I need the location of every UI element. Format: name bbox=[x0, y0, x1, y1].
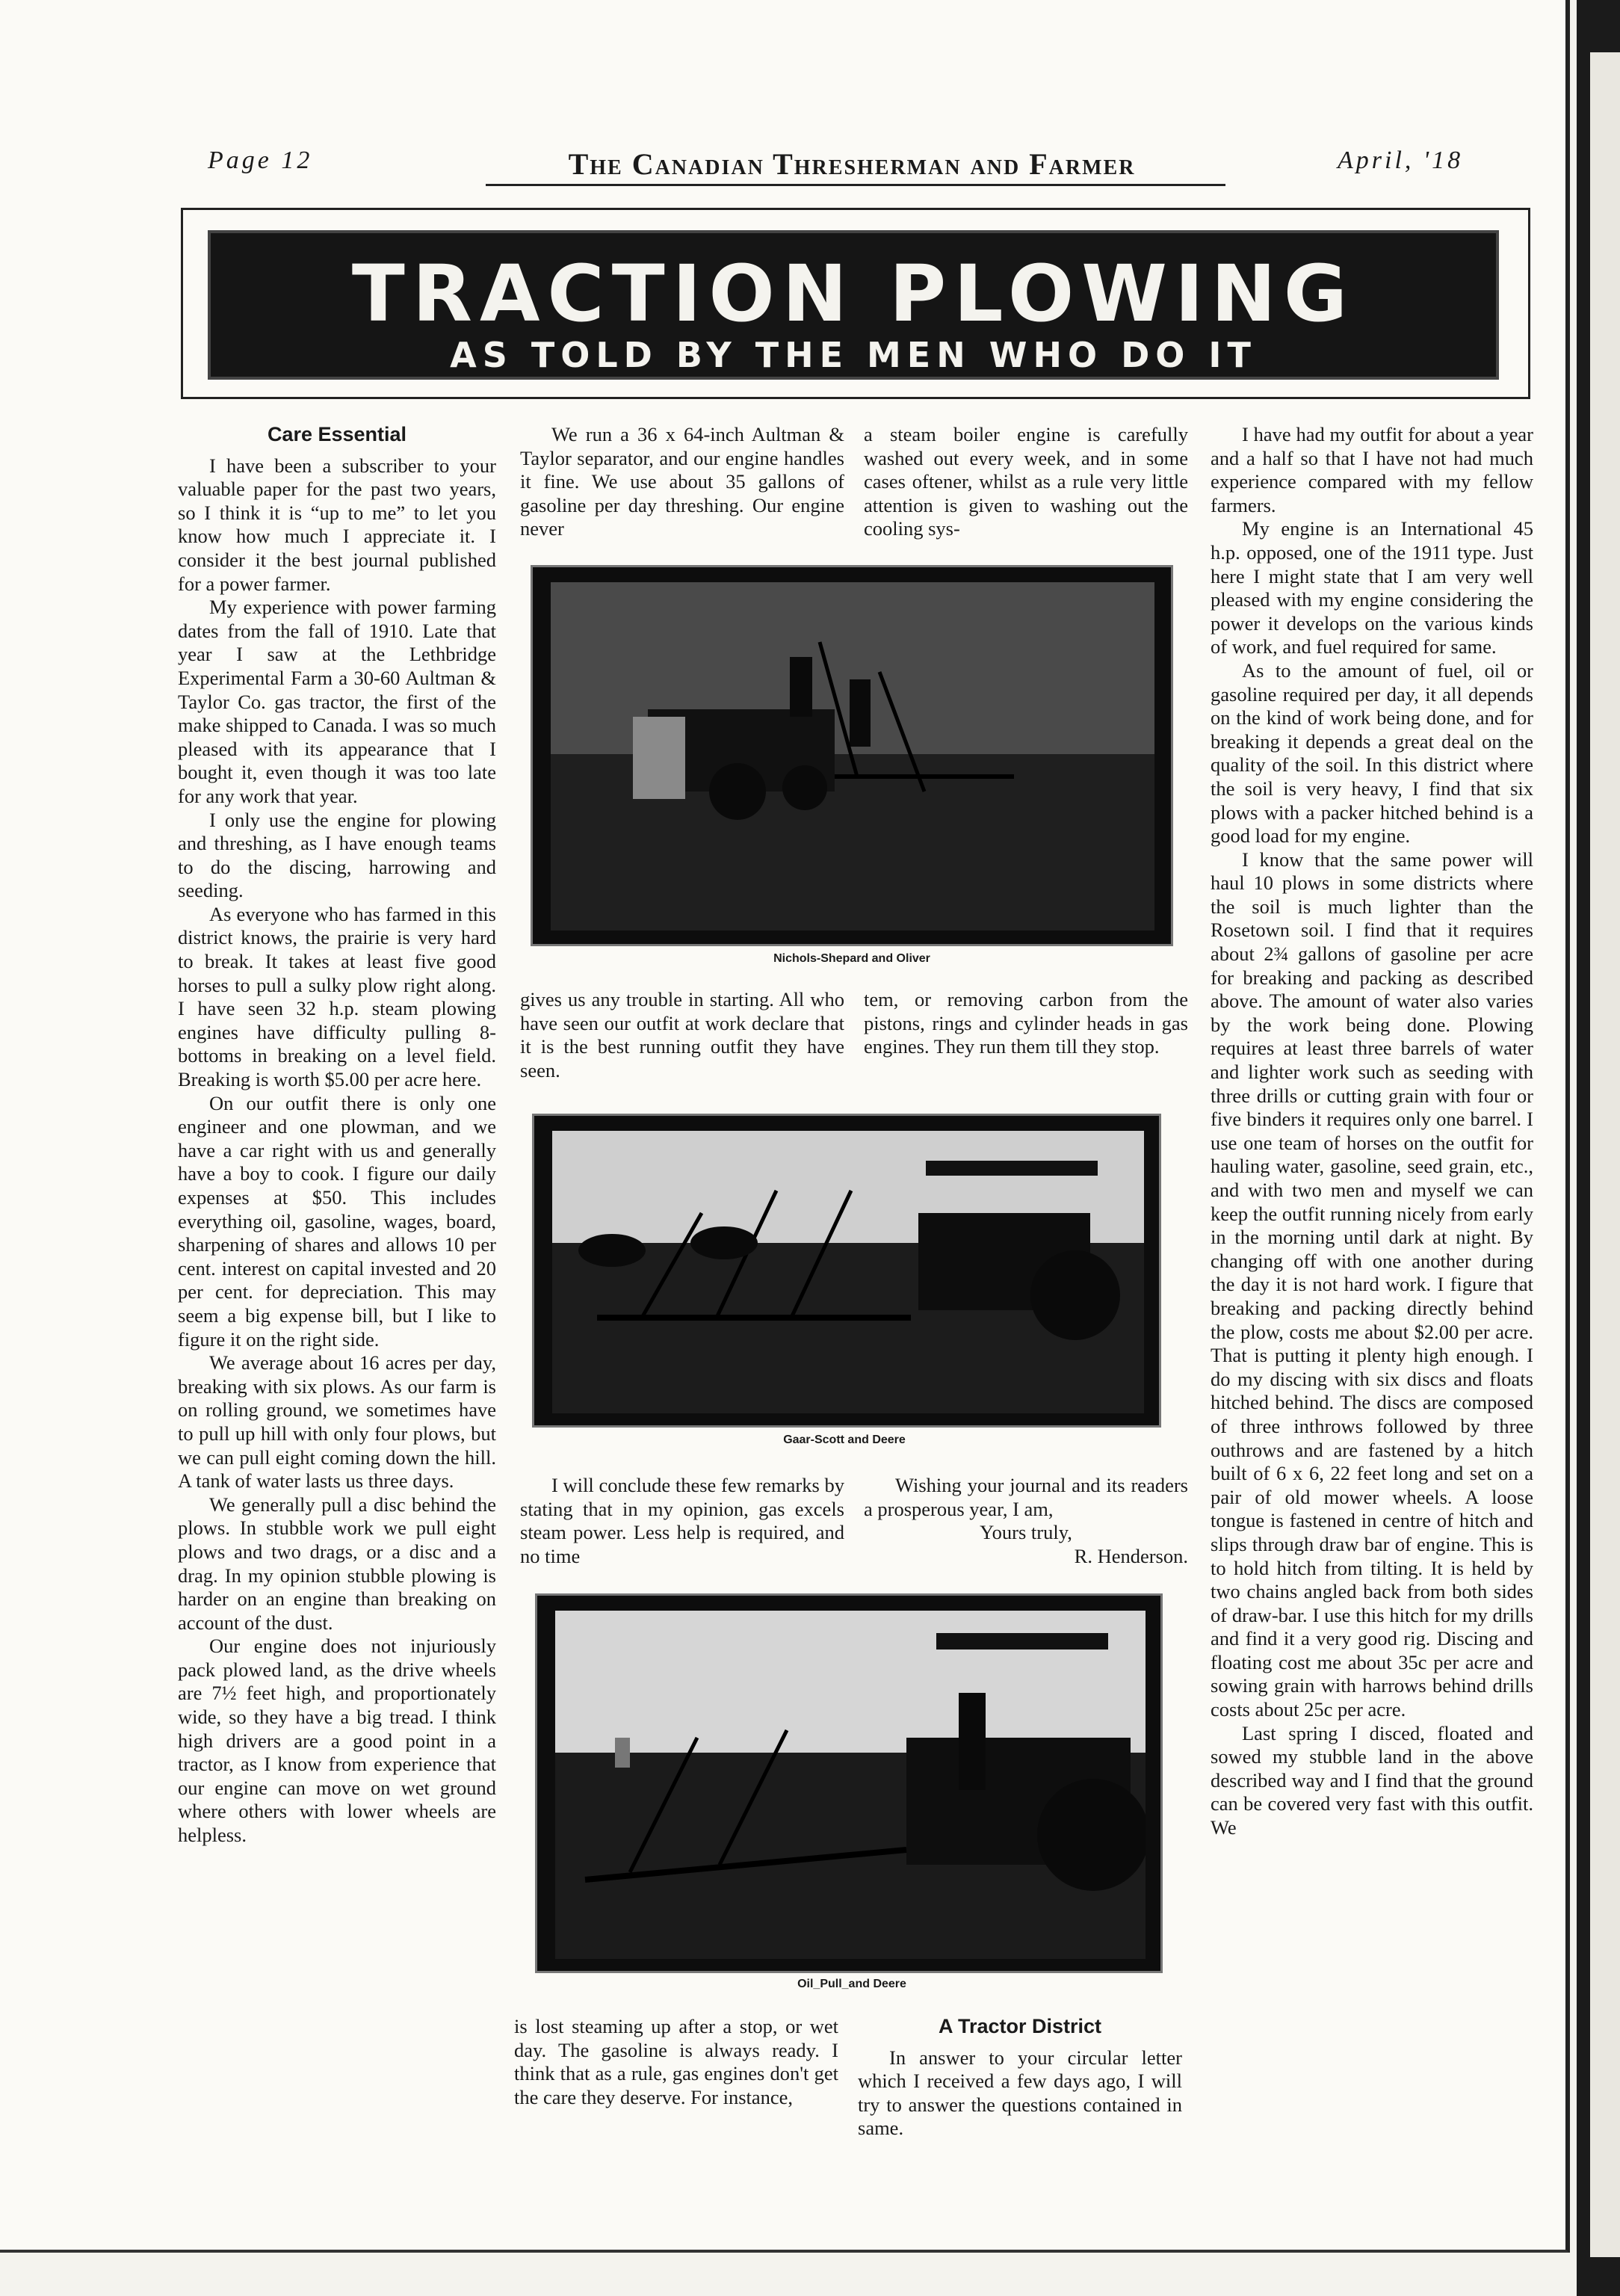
sign-off: Yours truly, bbox=[980, 1521, 1072, 1544]
photo-caption: Nichols-Shepard and Oliver bbox=[773, 952, 930, 965]
column-2-bottom bbox=[514, 2015, 838, 2109]
publication-title: The Canadian Thresherman and Farmer bbox=[568, 147, 1136, 181]
tractor-photo-illustration bbox=[552, 1131, 1144, 1413]
photo-oil-pull-deere bbox=[535, 1593, 1163, 1973]
paragraph: I have been a subscriber to your valuable paper for the past two years, so I think it is “up to me” to let you know how much I appreciate it. I consider it the best journal published for a power farmer. bbox=[178, 454, 496, 595]
column-3-middle bbox=[864, 988, 1188, 1059]
tractor-photo-illustration bbox=[551, 582, 1154, 931]
paragraph: We run a 36 x 64-inch Aultman & Taylor separator, and our engine handles it fine. We use about 35 gallons of gasoline per day threshing. Our engine never bbox=[520, 423, 844, 540]
paragraph: a steam boiler engine is carefully washed out every week, and in some cases oftener, whilst as a rule very little attention is given to washing out the cooling sys- bbox=[864, 423, 1188, 540]
paragraph: As everyone who has farmed in this district knows, the prairie is very hard to break. It takes at least five good horses to pull a sulky plow right along. I have seen 32 h.p. steam plowing engines have difficulty pulling 8-bottoms in breaking on a level field. Breaking is worth $5.00 per acre here. bbox=[178, 902, 496, 1091]
paragraph: gives us any trouble in starting. All who have seen our outfit at work declare that it is the best running outfit they have seen. bbox=[520, 988, 844, 1081]
paragraph: In answer to your circular letter which I received a few days ago, I will try to answer the questions contained in same. bbox=[858, 2046, 1182, 2140]
photo-caption: Oil_Pull_and Deere bbox=[797, 1978, 906, 1990]
header-rule bbox=[486, 184, 1225, 186]
paragraph: Last spring I disced, floated and sowed my stubble land in the above described way and I find that the ground can be covered very fast with this outfit. We bbox=[1211, 1721, 1533, 1839]
photo-gaar-scott-deere bbox=[532, 1114, 1161, 1428]
column-3-bottom bbox=[858, 2015, 1182, 2141]
paragraph: We average about 16 acres per day, breaking with six plows. As our farm is on rolling ground, we sometimes have to pull up hill with only four plows, but we can pull eight coming down the hill. A tank of water lasts us three days. bbox=[178, 1351, 496, 1493]
paragraph: My engine is an International 45 h.p. opposed, one of the 1911 type. Just here I might state that I am very well pleased with my engine considering the power it develops on the various kinds of work, and fuel required for same. bbox=[1211, 517, 1533, 658]
issue-date: April, '18 bbox=[1338, 146, 1464, 174]
column-3-top bbox=[864, 423, 1188, 541]
column-3-lower bbox=[864, 1474, 1188, 1568]
banner-subtitle: AS TOLD BY THE MEN WHO DO IT bbox=[450, 335, 1257, 375]
column-2-middle bbox=[520, 988, 844, 1082]
column-4 bbox=[1211, 423, 1533, 1840]
article-banner bbox=[208, 230, 1499, 380]
column-2-lower bbox=[520, 1474, 844, 1568]
signature: R. Henderson. bbox=[1074, 1544, 1188, 1567]
photo-nichols-shepard-oliver bbox=[531, 565, 1173, 946]
paragraph: My experience with power farming dates from the fall of 1910. Late that year I saw at the Lethbridge Experimental Farm a 30-60 Aultman & Taylor Co. gas tractor, the first of the make shipped to Canada. I was so much pleased with its appearance that I bought it, even though it was too late for any work that year. bbox=[178, 596, 496, 807]
paragraph: I know that the same power will haul 10 plows in some districts where the soil is much lighter than the Rosetown soil. I find that it requires about 2¾ gallons of gasoline per acre for breaking and packing as described above. The amount of water also varies by the work being done. Plowing requires at least three barrels of water and lighter work such as seeding with three drills or cutting grain with four or five binders it requires only one barrel. I use one team of horses on the outfit for hauling water, gasoline, seed grain, etc., and with two men and myself we can keep the outfit running nicely from early in the morning until dark at night. By changing off with one another during the day it is not hard work. I figure that breaking and packing directly behind the plow, costs me about $2.00 per acre. That is putting it plenty high enough. I do my discing with six discs and floats hitched behind. The discs are composed of three inthrows followed by three outhrows and are fastened by a hitch built of 6 x 6, 22 feet long and set on a pair of old mower wheels. A loose tongue is fastened in centre of hitch and slips through draw bar of engine. This is to hold hitch from tilting. It is held by two chains angled back from both sides of draw-bar. I use this hitch for my drills and find it a very good rig. Discing and floating cost me about 35c per acre and sowing grain with harrows behind drills costs about 25c per acre. bbox=[1211, 848, 1533, 1721]
section-heading-care-essential: Care Essential bbox=[267, 423, 407, 445]
column-2-top bbox=[520, 423, 844, 541]
page-number: Page 12 bbox=[208, 146, 313, 174]
column-1 bbox=[178, 423, 496, 1848]
adjacent-page-edge bbox=[1590, 52, 1620, 2257]
paragraph: I have had my outfit for about a year and a half so that I have not had much experience compared with my fellow farmers. bbox=[1211, 423, 1533, 516]
photo-caption: Gaar-Scott and Deere bbox=[783, 1434, 906, 1446]
tractor-photo-illustration bbox=[555, 1611, 1146, 1959]
paragraph: On our outfit there is only one engineer and one plowman, and we have a car right with us and generally have a boy to cook. I figure our daily expenses at $50. This includes everything oil, gasoline, wages, board, sharpening of shares and allows 10 per cent. interest on capital invested and 20 per cent. for depreciation. This may seem a big expense bill, but I like to figure it on the right side. bbox=[178, 1091, 496, 1351]
section-heading-a-tractor-district: A Tractor District bbox=[938, 2015, 1102, 2037]
paragraph: I will conclude these few remarks by stating that in my opinion, gas excels steam power. Less help is required, and no time bbox=[520, 1474, 844, 1567]
paragraph: As to the amount of fuel, oil or gasoline required per day, it all depends on the kind of work being done, and for breaking it depends a great deal on the quality of the soil. In this district where the soil is very heavy, I find that six plows with a packer hitched behind is a good load for my engine. bbox=[1211, 658, 1533, 848]
paragraph: Our engine does not injuriously pack plowed land, as the drive wheels are 7½ feet high, and proportionately wide, so they have a big tread. I think high drivers are a good point in a tractor, as I know from experience that our engine can move on wet ground where others with lower wheels are helpless. bbox=[178, 1635, 496, 1847]
paragraph: I only use the engine for plowing and threshing, as I have enough teams to do the discing, harrowing and seeding. bbox=[178, 808, 496, 902]
paragraph: Wishing your journal and its readers a prosperous year, I am, bbox=[864, 1474, 1188, 1520]
paragraph: tem, or removing carbon from the pistons, rings and cylinder heads in gas engines. They run them till they stop. bbox=[864, 988, 1188, 1058]
banner-title: TRACTION PLOWING bbox=[351, 248, 1355, 339]
paragraph: is lost steaming up after a stop, or wet day. The gasoline is always ready. I think that as a rule, gas engines don't get the care they deserve. For instance, bbox=[514, 2015, 838, 2108]
paragraph: We generally pull a disc behind the plows. In stubble work we pull eight plows and two drags, or a disc and a drag. In my opinion stubble plowing is harder on an engine than breaking on account of the dust. bbox=[178, 1493, 496, 1634]
